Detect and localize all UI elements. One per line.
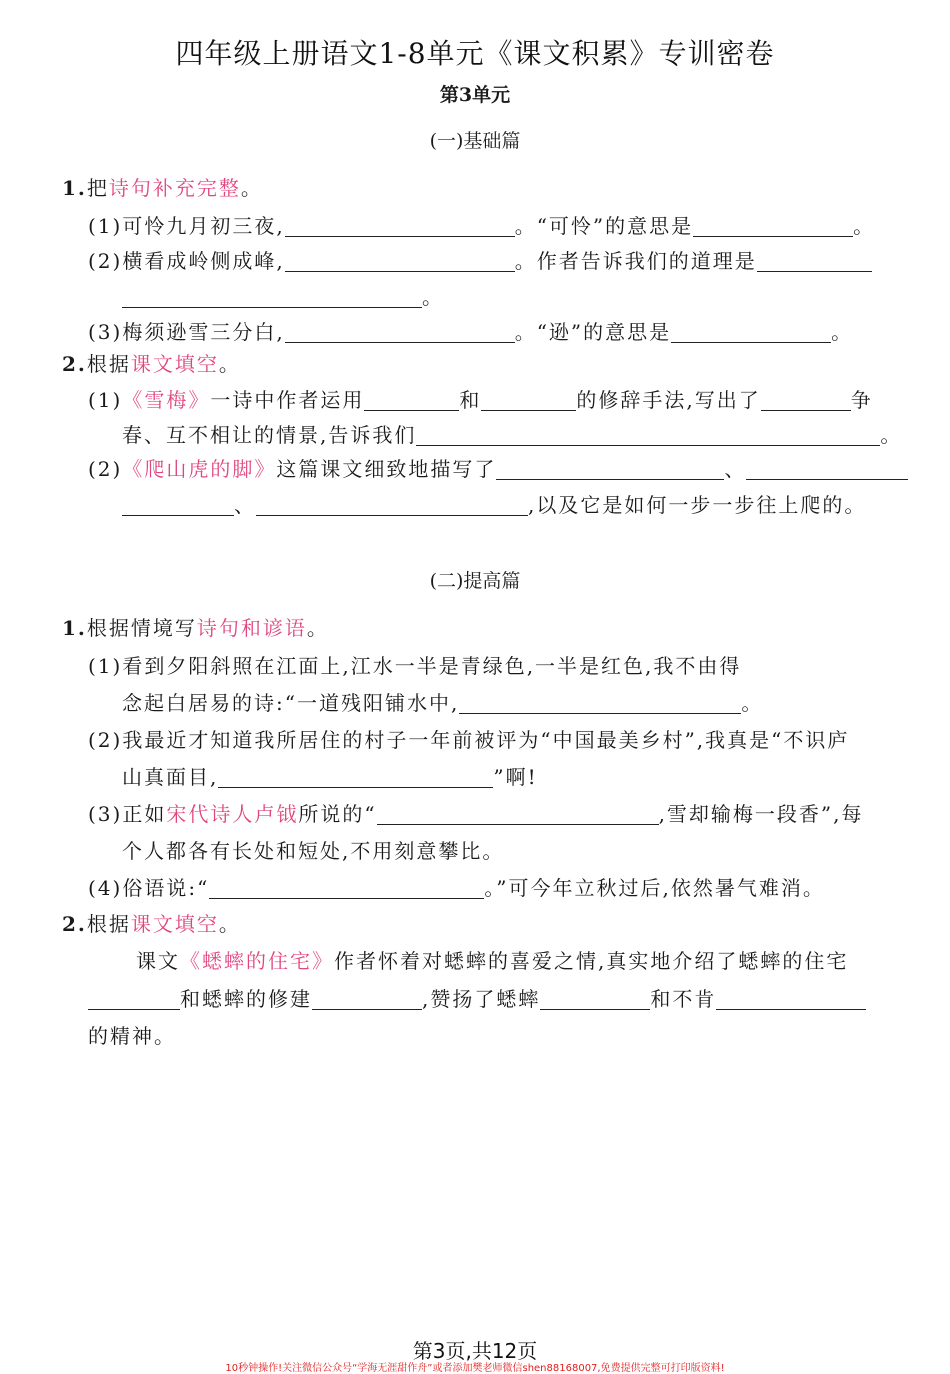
item-text: 所说的“ xyxy=(298,802,377,826)
highlight-text: 宋代诗人卢钺 xyxy=(166,802,299,826)
text-title: 《雪梅》 xyxy=(122,388,211,412)
question-2-stem xyxy=(62,350,241,378)
item-text: 横看成岭侧成峰, xyxy=(122,249,285,273)
question-1-item-2 xyxy=(88,247,872,275)
question-1-item-1 xyxy=(88,212,875,240)
answer-blank[interactable] xyxy=(218,765,493,788)
highlight-text: 诗句补充完整 xyxy=(108,176,241,200)
answer-blank[interactable] xyxy=(122,285,422,308)
answer-blank[interactable] xyxy=(496,457,724,480)
item-text: 。 xyxy=(831,320,854,344)
item-text: 、 xyxy=(724,457,747,481)
advanced-q2-line-3 xyxy=(88,1022,176,1050)
item-text: 看到夕阳斜照在江面上,江水一半是青绿色,一半是红色,我不由得 xyxy=(122,654,742,678)
advanced-item-1 xyxy=(88,652,741,680)
stem-text: 。 xyxy=(218,352,241,376)
stem-text: 。 xyxy=(240,176,263,200)
item-text: 、 xyxy=(234,493,256,517)
highlight-text: 诗句和谚语 xyxy=(196,616,307,640)
question-2-item-1 xyxy=(88,386,873,414)
item-label: (3) xyxy=(88,320,123,344)
item-text: 这篇课文细致地描写了 xyxy=(276,457,497,481)
answer-blank[interactable] xyxy=(122,493,234,516)
answer-blank[interactable] xyxy=(540,987,650,1010)
item-text: 争 xyxy=(850,388,873,412)
page-number: 第3页,共12页 xyxy=(412,1339,538,1363)
item-text: ,以及它是如何一步一步往上爬的。 xyxy=(528,493,867,517)
answer-blank[interactable] xyxy=(364,388,459,411)
answer-blank[interactable] xyxy=(416,423,880,446)
item-text: 个人都各有长处和短处,不用刻意攀比。 xyxy=(122,839,505,863)
advanced-item-3-cont xyxy=(122,837,504,865)
item-text: 和 xyxy=(459,388,482,412)
item-label: (1) xyxy=(88,388,123,412)
answer-blank[interactable] xyxy=(209,876,484,899)
question-1-stem xyxy=(62,174,263,202)
item-text: 。 xyxy=(880,423,903,447)
item-text: 正如 xyxy=(122,802,167,826)
stem-text: 。 xyxy=(306,616,329,640)
footer-notice: 10秒钟操作!关注微信公众号“学海无涯甜作舟”或者添加樊老师微信shen88168007,免费提供完整可打印版资料! xyxy=(225,1363,725,1374)
item-label: (2) xyxy=(88,249,123,273)
item-label: (2) xyxy=(88,728,123,752)
question-2-item-1-cont xyxy=(122,421,902,449)
stem-text: 把 xyxy=(86,176,109,200)
item-text: 。”可今年立秋过后,依然暑气难消。 xyxy=(484,876,825,900)
item-text: ,雪却输梅一段香”,每 xyxy=(658,802,864,826)
question-2-item-2-cont xyxy=(122,491,866,519)
highlight-text: 课文填空 xyxy=(130,912,219,936)
stem-text: 根据 xyxy=(86,912,131,936)
section-basic-heading: (一)基础篇 xyxy=(429,130,521,152)
stem-text: 根据 xyxy=(86,352,131,376)
answer-blank[interactable] xyxy=(757,249,872,272)
document-title: 四年级上册语文1-8单元《课文积累》专训密卷 xyxy=(175,37,775,70)
answer-blank[interactable] xyxy=(285,214,515,237)
text-title: 《蟋蟀的住宅》 xyxy=(180,949,334,973)
question-number: 1. xyxy=(62,176,87,200)
advanced-item-1-cont xyxy=(122,689,763,717)
unit-label: 第3单元 xyxy=(439,84,511,106)
item-text: 山真面目, xyxy=(122,765,219,789)
item-text: 的精神。 xyxy=(88,1024,176,1048)
advanced-item-4 xyxy=(88,874,825,902)
item-text: 和蟋蟀的修建 xyxy=(180,987,312,1011)
item-text: 。 xyxy=(422,285,444,309)
item-text: 。 xyxy=(853,214,876,238)
answer-blank[interactable] xyxy=(459,691,741,714)
question-number: 1. xyxy=(62,616,87,640)
item-text: 梅须逊雪三分白, xyxy=(122,320,285,344)
item-label: (3) xyxy=(88,802,123,826)
advanced-question-2-stem xyxy=(62,910,241,938)
stem-text: 。 xyxy=(218,912,241,936)
question-1-item-2-cont xyxy=(122,283,444,311)
section-advanced-heading: (二)提高篇 xyxy=(429,570,521,592)
answer-blank[interactable] xyxy=(285,320,515,343)
advanced-question-1-stem xyxy=(62,614,329,642)
item-text: 春、互不相让的情景,告诉我们 xyxy=(122,423,417,447)
item-text: 的修辞手法,写出了 xyxy=(576,388,761,412)
stem-text: 根据情境写 xyxy=(86,616,197,640)
item-text: 可怜九月初三夜, xyxy=(122,214,285,238)
answer-blank[interactable] xyxy=(693,214,853,237)
item-text: ”啊! xyxy=(493,765,538,789)
answer-blank[interactable] xyxy=(481,388,576,411)
answer-blank[interactable] xyxy=(716,987,866,1010)
question-2-item-2 xyxy=(88,455,908,483)
advanced-q2-line-1 xyxy=(136,947,848,975)
answer-blank[interactable] xyxy=(377,802,659,825)
answer-blank[interactable] xyxy=(312,987,422,1010)
answer-blank[interactable] xyxy=(88,987,180,1010)
question-number: 2. xyxy=(62,352,87,376)
item-text: 俗语说:“ xyxy=(122,876,210,900)
answer-blank[interactable] xyxy=(256,493,528,516)
item-text: 念起白居易的诗:“一道残阳铺水中, xyxy=(122,691,460,715)
item-text: 和不肯 xyxy=(650,987,717,1011)
text-title: 《爬山虎的脚》 xyxy=(122,457,277,481)
question-1-item-3 xyxy=(88,318,853,346)
advanced-item-3 xyxy=(88,800,864,828)
item-text: 我最近才知道我所居住的村子一年前被评为“中国最美乡村”,我真是“不识庐 xyxy=(122,728,850,752)
item-text: 。“逊”的意思是 xyxy=(514,320,672,344)
item-text: 课文 xyxy=(136,949,180,973)
item-label: (1) xyxy=(88,214,123,238)
item-label: (2) xyxy=(88,457,123,481)
advanced-item-2 xyxy=(88,726,849,754)
answer-blank[interactable] xyxy=(761,388,851,411)
item-text: ,赞扬了蟋蟀 xyxy=(422,987,541,1011)
question-number: 2. xyxy=(62,912,87,936)
item-text: 。“可怜”的意思是 xyxy=(514,214,694,238)
answer-blank[interactable] xyxy=(746,457,908,480)
item-text: 。作者告诉我们的道理是 xyxy=(514,249,757,273)
answer-blank[interactable] xyxy=(671,320,831,343)
item-text: 一诗中作者运用 xyxy=(210,388,365,412)
item-text: 作者怀着对蟋蟀的喜爱之情,真实地介绍了蟋蟀的住宅 xyxy=(334,949,849,973)
item-text: 。 xyxy=(741,691,764,715)
advanced-q2-line-2 xyxy=(88,985,866,1013)
item-label: (1) xyxy=(88,654,123,678)
highlight-text: 课文填空 xyxy=(130,352,219,376)
answer-blank[interactable] xyxy=(285,249,515,272)
advanced-item-2-cont xyxy=(122,763,538,791)
item-label: (4) xyxy=(88,876,123,900)
